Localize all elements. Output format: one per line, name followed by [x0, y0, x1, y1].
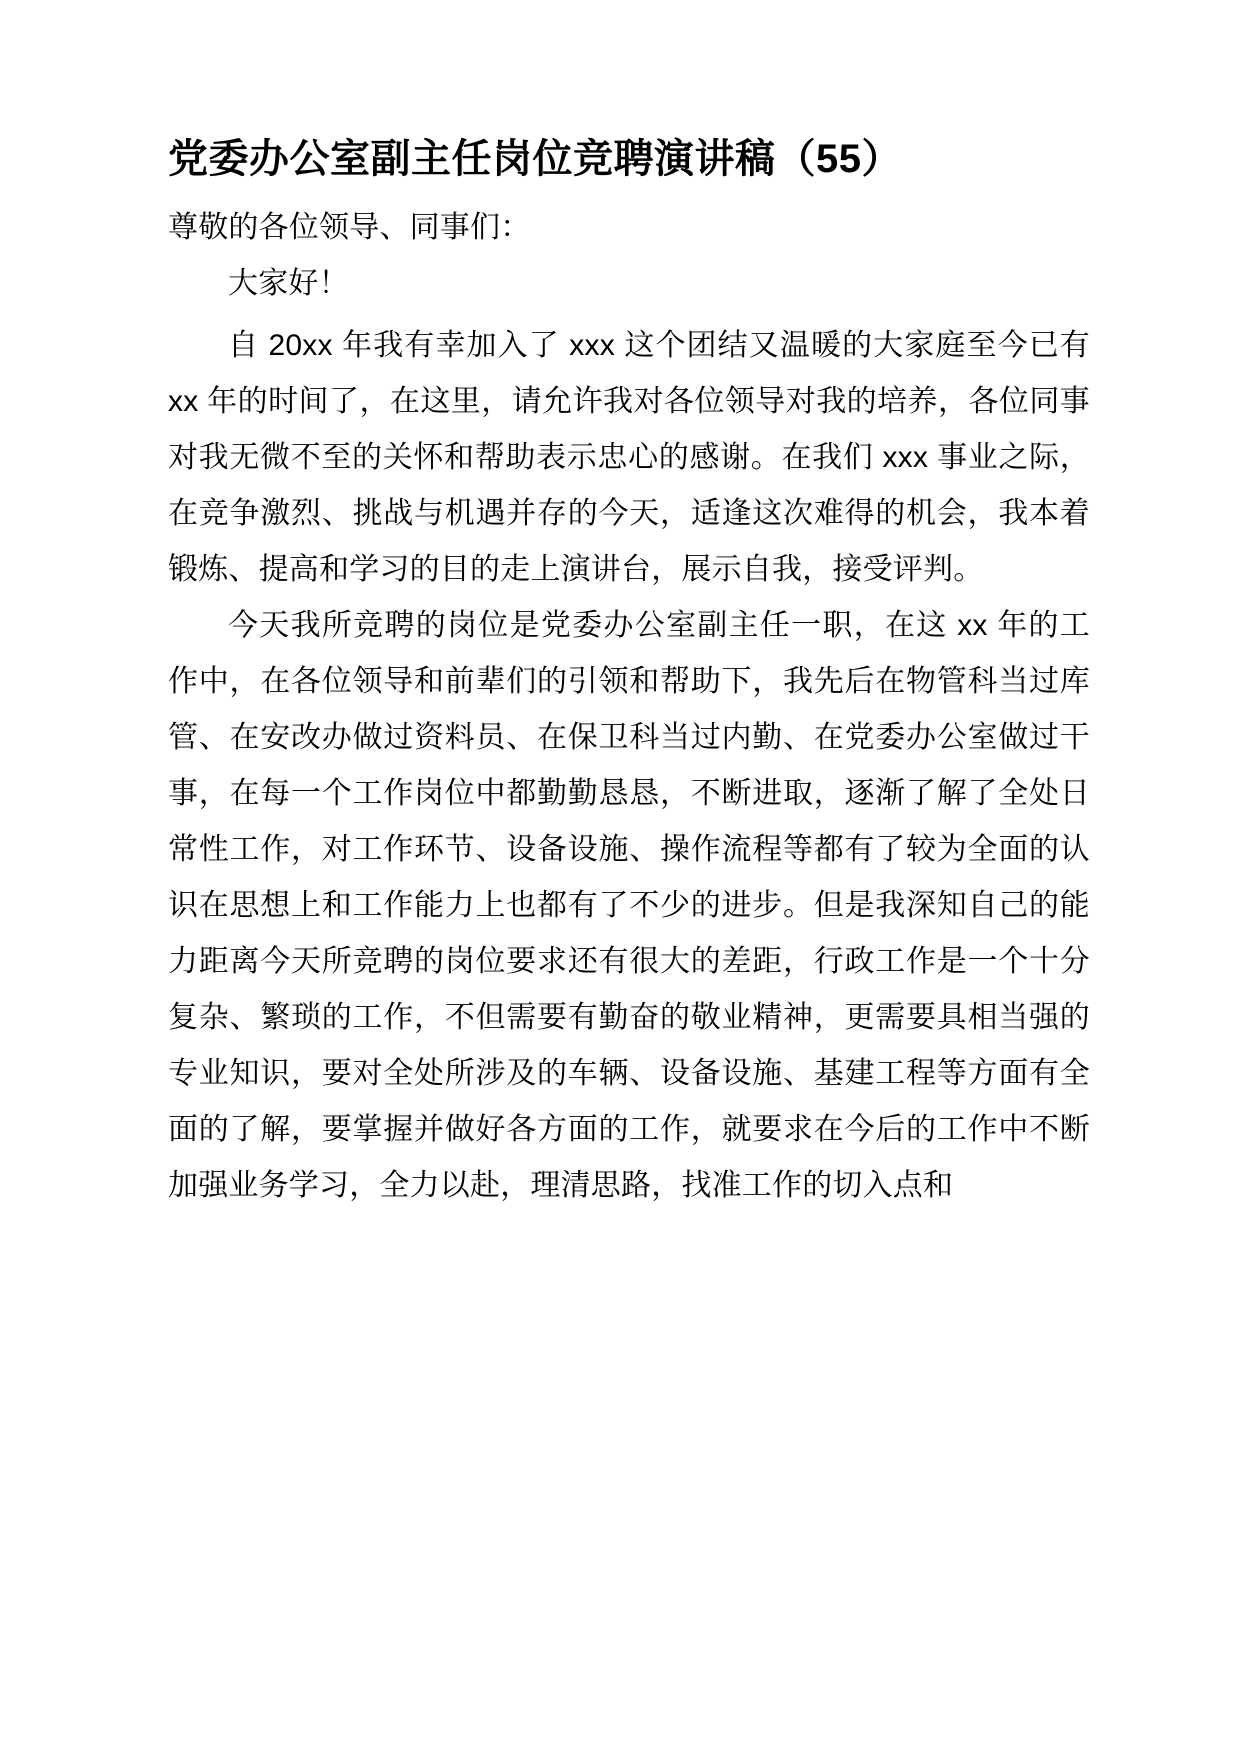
paragraph-salutation: 尊敬的各位领导、同事们：: [168, 211, 531, 244]
page-title: 党委办公室副主任岗位竞聘演讲稿（55）: [168, 137, 902, 181]
document-body: [168, 318, 1090, 1214]
paragraph-body-2: 今天我所竞聘的岗位是党委办公室副主任一职，在这 xx 年的工作中，在各位领导和前辈们的引领和帮助下，我先后在物管科当过库管、在安改办做过资料员、在保卫科当过内勤、在党委办公室做过干事，在每一个工作岗位中都勤勤恳恳，不断进取，逐渐了解了全处日常性工作，对工作环节、设备设施、操作流程等都有了较为全面的认识在思想上和工作能力上也都有了不少的进步。但是我深知自己的能力距离今天所竞聘的岗位要求还有很大的差距，行政工作是一个十分复杂、繁琐的工作，不但需要有勤奋的敬业精神，更需要具相当强的专业知识，要对全处所涉及的车辆、设备设施、基建工程等方面有全面的了解，要掌握并做好各方面的工作，就要求在今后的工作中不断加强业务学习，全力以赴，理清思路，找准工作的切入点和: [168, 609, 1090, 1202]
paragraph-body-1: 自 20xx 年我有幸加入了 xxx 这个团结又温暖的大家庭至今已有 xx 年的时间了，在这里，请允许我对各位领导对我的培养，各位同事对我无微不至的关怀和帮助表示忠心的感谢。在我们 xxx 事业之际，在竞争激烈、挑战与机遇并存的今天，适逢这次难得的机会，我本着锻炼、提高和学习的目的走上演讲台，展示自我，接受评判。: [168, 329, 1090, 586]
paragraph-greeting: 大家好！: [228, 267, 349, 300]
